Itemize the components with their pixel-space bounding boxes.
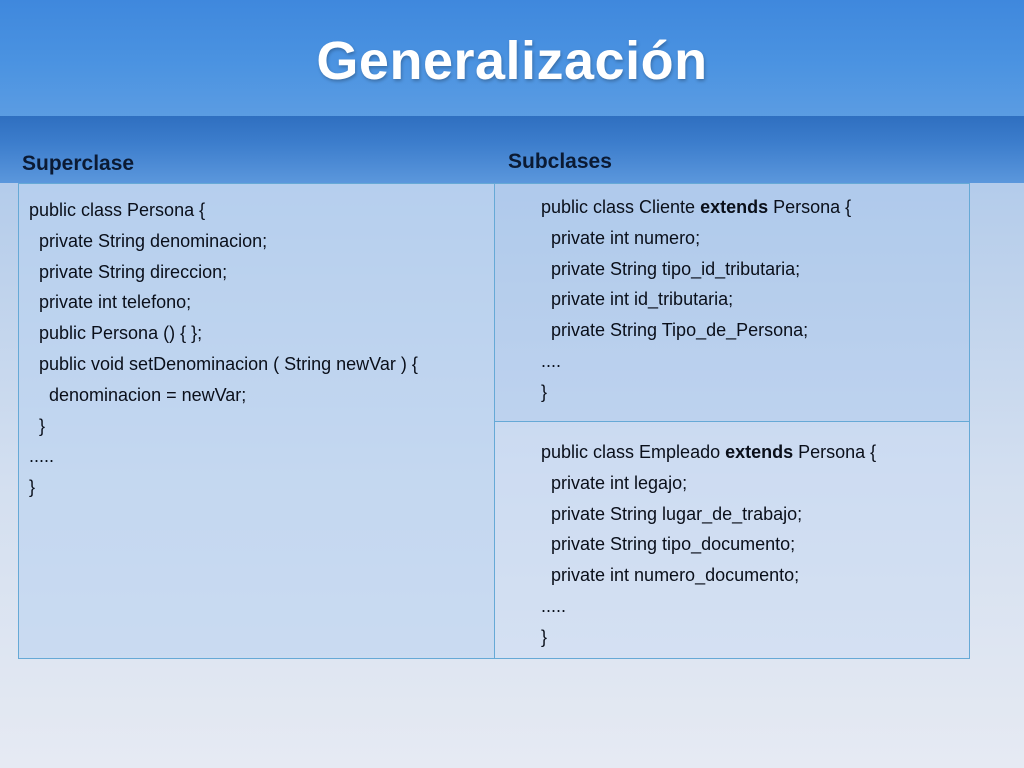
decl-suffix: Persona { xyxy=(768,197,852,217)
code-line: ..... xyxy=(29,446,55,467)
empleado-code-block xyxy=(541,437,876,653)
code-line: } xyxy=(29,415,46,436)
code-line: denominacion = newVar; xyxy=(29,384,247,405)
class-declaration xyxy=(541,437,876,468)
extends-keyword: extends xyxy=(725,442,794,462)
code-line: ..... xyxy=(541,595,567,616)
code-line: } xyxy=(541,626,548,647)
extends-keyword: extends xyxy=(700,197,769,217)
code-line: public class Persona { xyxy=(29,200,206,220)
code-line: private String denominacion; xyxy=(29,230,268,251)
code-line: private int numero; xyxy=(541,227,701,248)
code-line: public Persona () { }; xyxy=(29,323,203,344)
cliente-code-block xyxy=(541,192,851,408)
code-line: private int telefono; xyxy=(29,292,192,313)
decl-suffix: Persona { xyxy=(793,442,877,462)
code-line: private int numero_documento; xyxy=(541,565,800,586)
code-line: private String Tipo_de_Persona; xyxy=(541,320,809,341)
class-declaration xyxy=(541,192,851,223)
code-line: .... xyxy=(541,350,562,371)
code-line: } xyxy=(29,477,36,498)
superclass-code-block xyxy=(29,195,418,503)
subclases-header: Subclases xyxy=(508,150,612,173)
decl-prefix: public class Empleado xyxy=(541,442,726,462)
code-line: private String tipo_documento; xyxy=(541,534,796,555)
decl-prefix: public class Cliente xyxy=(541,197,701,217)
superclase-header: Superclase xyxy=(22,152,135,175)
code-line: private String lugar_de_trabajo; xyxy=(541,503,803,524)
code-line: } xyxy=(541,381,548,402)
code-line: public void setDenominacion ( String newVar ) { xyxy=(29,353,418,374)
code-line: private int legajo; xyxy=(541,472,688,493)
code-line: private String direccion; xyxy=(29,261,228,282)
code-line: private String tipo_id_tributaria; xyxy=(541,258,801,279)
slide-title: Generalización xyxy=(316,31,708,91)
code-line: private int id_tributaria; xyxy=(541,289,734,310)
